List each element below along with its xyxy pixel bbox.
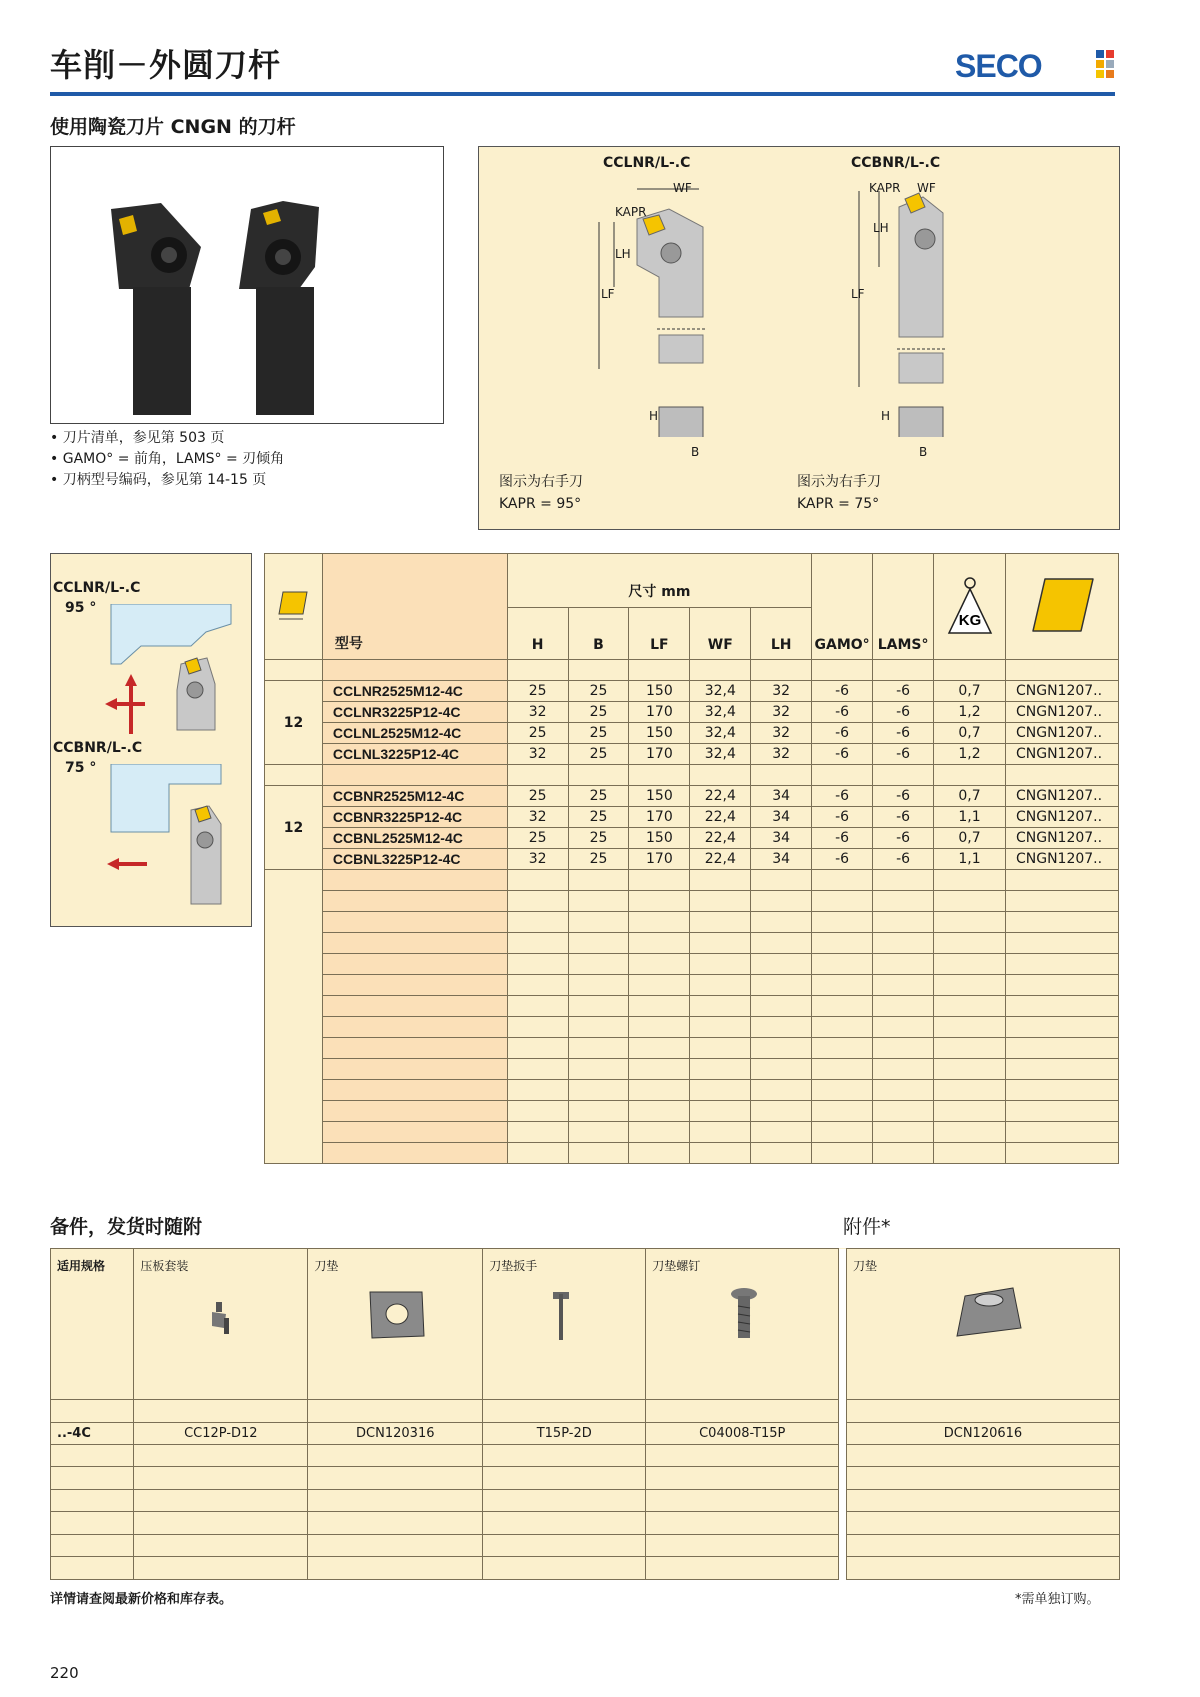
accessory-shim-icon — [853, 1274, 1113, 1354]
toolholder-photo — [50, 146, 444, 424]
diagram-left-title: CCLNR/L-.C — [603, 155, 691, 171]
cell-b: 25 — [568, 807, 629, 828]
col-model-header: 型号 — [322, 554, 507, 660]
shim-screw-icon — [652, 1274, 832, 1354]
cell-h: 25 — [507, 723, 568, 744]
table-row — [265, 828, 1119, 849]
model-cell: CCBNL3225P12-4C — [322, 849, 507, 870]
spares-col-shim: 刀垫 — [308, 1249, 483, 1400]
model-cell: CCLNR3225P12-4C — [322, 702, 507, 723]
cell-h: 32 — [507, 702, 568, 723]
cell-lh: 34 — [751, 849, 812, 870]
clamp-set-code: CC12P-D12 — [134, 1422, 308, 1444]
cell-lams: -6 — [873, 828, 934, 849]
cell-gamo: -6 — [812, 702, 873, 723]
op-b-title: CCBNR/L-.C — [53, 740, 143, 756]
col-lh-header: LH — [751, 608, 812, 660]
accessory-col-shim: 刀垫 — [846, 1249, 1119, 1400]
col-lams-header: LAMS° — [873, 554, 934, 660]
operation-panel — [50, 553, 252, 927]
dim-kapr-label: KAPR — [615, 205, 647, 219]
cell-h: 25 — [507, 681, 568, 702]
cell-insert: CNGN1207.. — [1005, 828, 1118, 849]
turning-operation-b-icon — [91, 764, 251, 914]
diagram-right-kapr: KAPR = 75° — [797, 496, 880, 512]
notes-list — [50, 428, 284, 491]
model-cell: CCLNR2525M12-4C — [322, 681, 507, 702]
dim-lh-label: LH — [873, 221, 889, 235]
cell-insert: CNGN1207.. — [1005, 807, 1118, 828]
cell-insert: CNGN1207.. — [1005, 723, 1118, 744]
table-row — [265, 723, 1119, 744]
dim-kapr-label: KAPR — [869, 181, 901, 195]
diagram-left-drawing — [559, 177, 779, 437]
col-gamo-header: GAMO° — [812, 554, 873, 660]
cell-insert: CNGN1207.. — [1005, 702, 1118, 723]
cell-lams: -6 — [873, 849, 934, 870]
weight-header — [934, 554, 1006, 660]
footer-order-note: *需单独订购。 — [1015, 1592, 1100, 1607]
cell-gamo: -6 — [812, 849, 873, 870]
cell-h: 25 — [507, 786, 568, 807]
table-row — [265, 786, 1119, 807]
cell-gamo: -6 — [812, 828, 873, 849]
spares-fit-value: ..-4C — [51, 1422, 134, 1444]
table-row — [265, 702, 1119, 723]
model-cell: CCBNL2525M12-4C — [322, 828, 507, 849]
cell-insert: CNGN1207.. — [1005, 849, 1118, 870]
cell-lf: 150 — [629, 786, 690, 807]
shim-key-icon — [489, 1274, 639, 1354]
model-cell: CCBNR2525M12-4C — [322, 786, 507, 807]
product-table — [264, 553, 1119, 1154]
cell-lams: -6 — [873, 681, 934, 702]
accessories-title: 附件* — [843, 1216, 891, 1238]
model-cell: CCBNR3225P12-4C — [322, 807, 507, 828]
diagram-right-drawing — [819, 177, 1039, 437]
cell-h: 25 — [507, 828, 568, 849]
shim-code: DCN120316 — [308, 1422, 483, 1444]
table-row — [265, 681, 1119, 702]
model-cell: CCLNL2525M12-4C — [322, 723, 507, 744]
cell-lh: 32 — [751, 702, 812, 723]
dim-b-label: B — [691, 445, 700, 459]
cell-b: 25 — [568, 786, 629, 807]
cell-h: 32 — [507, 744, 568, 765]
op-b-angle: 75 ° — [65, 760, 97, 776]
cell-b: 25 — [568, 849, 629, 870]
spares-col-wrench: 刀垫扳手 — [483, 1249, 646, 1400]
cell-insert: CNGN1207.. — [1005, 744, 1118, 765]
cell-gamo: -6 — [812, 681, 873, 702]
group-size: 12 — [265, 681, 323, 765]
cell-lh: 32 — [751, 744, 812, 765]
cell-wf: 22,4 — [690, 807, 751, 828]
op-a-angle: 95 ° — [65, 600, 97, 616]
dim-b-label: B — [919, 445, 928, 459]
note-item: • GAMO° = 前角，LAMS° = 刃倾角 — [50, 449, 284, 470]
toolholder-left-icon — [111, 203, 201, 415]
kg-label: KG — [958, 611, 981, 629]
dim-lf-label: LF — [601, 287, 615, 301]
model-cell: CCLNL3225P12-4C — [322, 744, 507, 765]
col-lf-header: LF — [629, 608, 690, 660]
cell-lf: 150 — [629, 681, 690, 702]
cell-gamo: -6 — [812, 786, 873, 807]
cell-wf: 32,4 — [690, 681, 751, 702]
table-row — [265, 807, 1119, 828]
shim-screw-code: C04008-T15P — [646, 1422, 839, 1444]
spares-col-fit: 适用规格 — [51, 1249, 134, 1400]
cell-kg: 0,7 — [934, 828, 1006, 849]
seco-logo: SECO — [955, 48, 1042, 84]
logo-squares-icon — [1096, 50, 1114, 78]
page-number: 220 — [50, 1664, 79, 1682]
dims-header: 尺寸 mm — [507, 554, 811, 608]
spares-title: 备件，发货时随附 — [50, 1216, 203, 1238]
diagram-right-caption: 图示为右手刀 — [797, 474, 881, 490]
dim-h-label: H — [881, 409, 891, 423]
cell-kg: 1,2 — [934, 702, 1006, 723]
col-b-header: B — [568, 608, 629, 660]
cell-lh: 34 — [751, 828, 812, 849]
toolholder-right-icon — [239, 201, 319, 415]
cell-b: 25 — [568, 828, 629, 849]
spares-row — [51, 1422, 1120, 1444]
cell-b: 25 — [568, 702, 629, 723]
table-row — [265, 849, 1119, 870]
weight-icon — [945, 573, 995, 637]
cell-wf: 22,4 — [690, 786, 751, 807]
diagram-right-title: CCBNR/L-.C — [851, 155, 941, 171]
cell-wf: 22,4 — [690, 828, 751, 849]
cell-lh: 32 — [751, 723, 812, 744]
cell-kg: 1,1 — [934, 849, 1006, 870]
accessory-shim-code: DCN120616 — [846, 1422, 1119, 1444]
cell-kg: 0,7 — [934, 786, 1006, 807]
cell-wf: 32,4 — [690, 702, 751, 723]
col-wf-header: WF — [690, 608, 751, 660]
col-h-header: H — [507, 608, 568, 660]
diagram-left-kapr: KAPR = 95° — [499, 496, 582, 512]
table-row — [265, 744, 1119, 765]
dim-lh-label: LH — [615, 247, 631, 261]
cell-lh: 34 — [751, 807, 812, 828]
cell-lams: -6 — [873, 702, 934, 723]
cell-lf: 170 — [629, 702, 690, 723]
spares-table — [50, 1248, 1120, 1580]
cell-kg: 0,7 — [934, 681, 1006, 702]
cell-b: 25 — [568, 723, 629, 744]
cell-lf: 150 — [629, 723, 690, 744]
spares-col-screw: 刀垫螺钉 — [646, 1249, 839, 1400]
dim-wf-label: WF — [673, 181, 692, 195]
cell-lf: 170 — [629, 849, 690, 870]
cell-gamo: -6 — [812, 723, 873, 744]
insert-header — [1005, 554, 1118, 660]
dim-lf-label: LF — [851, 287, 865, 301]
insert-cngn-icon — [1027, 575, 1097, 635]
cell-lams: -6 — [873, 786, 934, 807]
cell-insert: CNGN1207.. — [1005, 786, 1118, 807]
shim-key-code: T15P-2D — [483, 1422, 646, 1444]
cell-lams: -6 — [873, 807, 934, 828]
cell-b: 25 — [568, 681, 629, 702]
note-item: • 刀柄型号编码，参见第 14-15 页 — [50, 470, 284, 491]
cell-wf: 32,4 — [690, 723, 751, 744]
page-title: 车削－外圆刀杆 — [50, 46, 282, 84]
cell-wf: 32,4 — [690, 744, 751, 765]
cell-kg: 1,1 — [934, 807, 1006, 828]
cell-lams: -6 — [873, 723, 934, 744]
cell-lams: -6 — [873, 744, 934, 765]
turning-operation-a-icon — [91, 604, 251, 744]
cell-b: 25 — [568, 744, 629, 765]
note-item: • 刀片清单，参见第 503 页 — [50, 428, 284, 449]
cell-lf: 150 — [629, 828, 690, 849]
cell-h: 32 — [507, 849, 568, 870]
insert-size-icon-cell — [265, 554, 323, 660]
spares-col-clamp: 压板套装 — [134, 1249, 308, 1400]
cell-wf: 22,4 — [690, 849, 751, 870]
cell-kg: 0,7 — [934, 723, 1006, 744]
clamp-set-icon — [140, 1274, 300, 1354]
footer-note: 详情请查阅最新价格和库存表。 — [50, 1592, 233, 1607]
shim-icon — [314, 1274, 474, 1354]
cell-lh: 32 — [751, 681, 812, 702]
cell-lf: 170 — [629, 744, 690, 765]
cell-lf: 170 — [629, 807, 690, 828]
dim-wf-label: WF — [917, 181, 936, 195]
cell-gamo: -6 — [812, 744, 873, 765]
cell-insert: CNGN1207.. — [1005, 681, 1118, 702]
op-a-title: CCLNR/L-.C — [53, 580, 141, 596]
page-subtitle: 使用陶瓷刀片 CNGN 的刀杆 — [50, 116, 296, 138]
cell-kg: 1,2 — [934, 744, 1006, 765]
dim-h-label: H — [649, 409, 659, 423]
header-rule — [50, 92, 1115, 96]
diagram-left-caption: 图示为右手刀 — [499, 474, 583, 490]
cell-lh: 34 — [751, 786, 812, 807]
technical-diagram-panel — [478, 146, 1120, 530]
cell-gamo: -6 — [812, 807, 873, 828]
insert-yellow-icon — [275, 588, 311, 622]
cell-h: 32 — [507, 807, 568, 828]
group-size: 12 — [265, 786, 323, 870]
